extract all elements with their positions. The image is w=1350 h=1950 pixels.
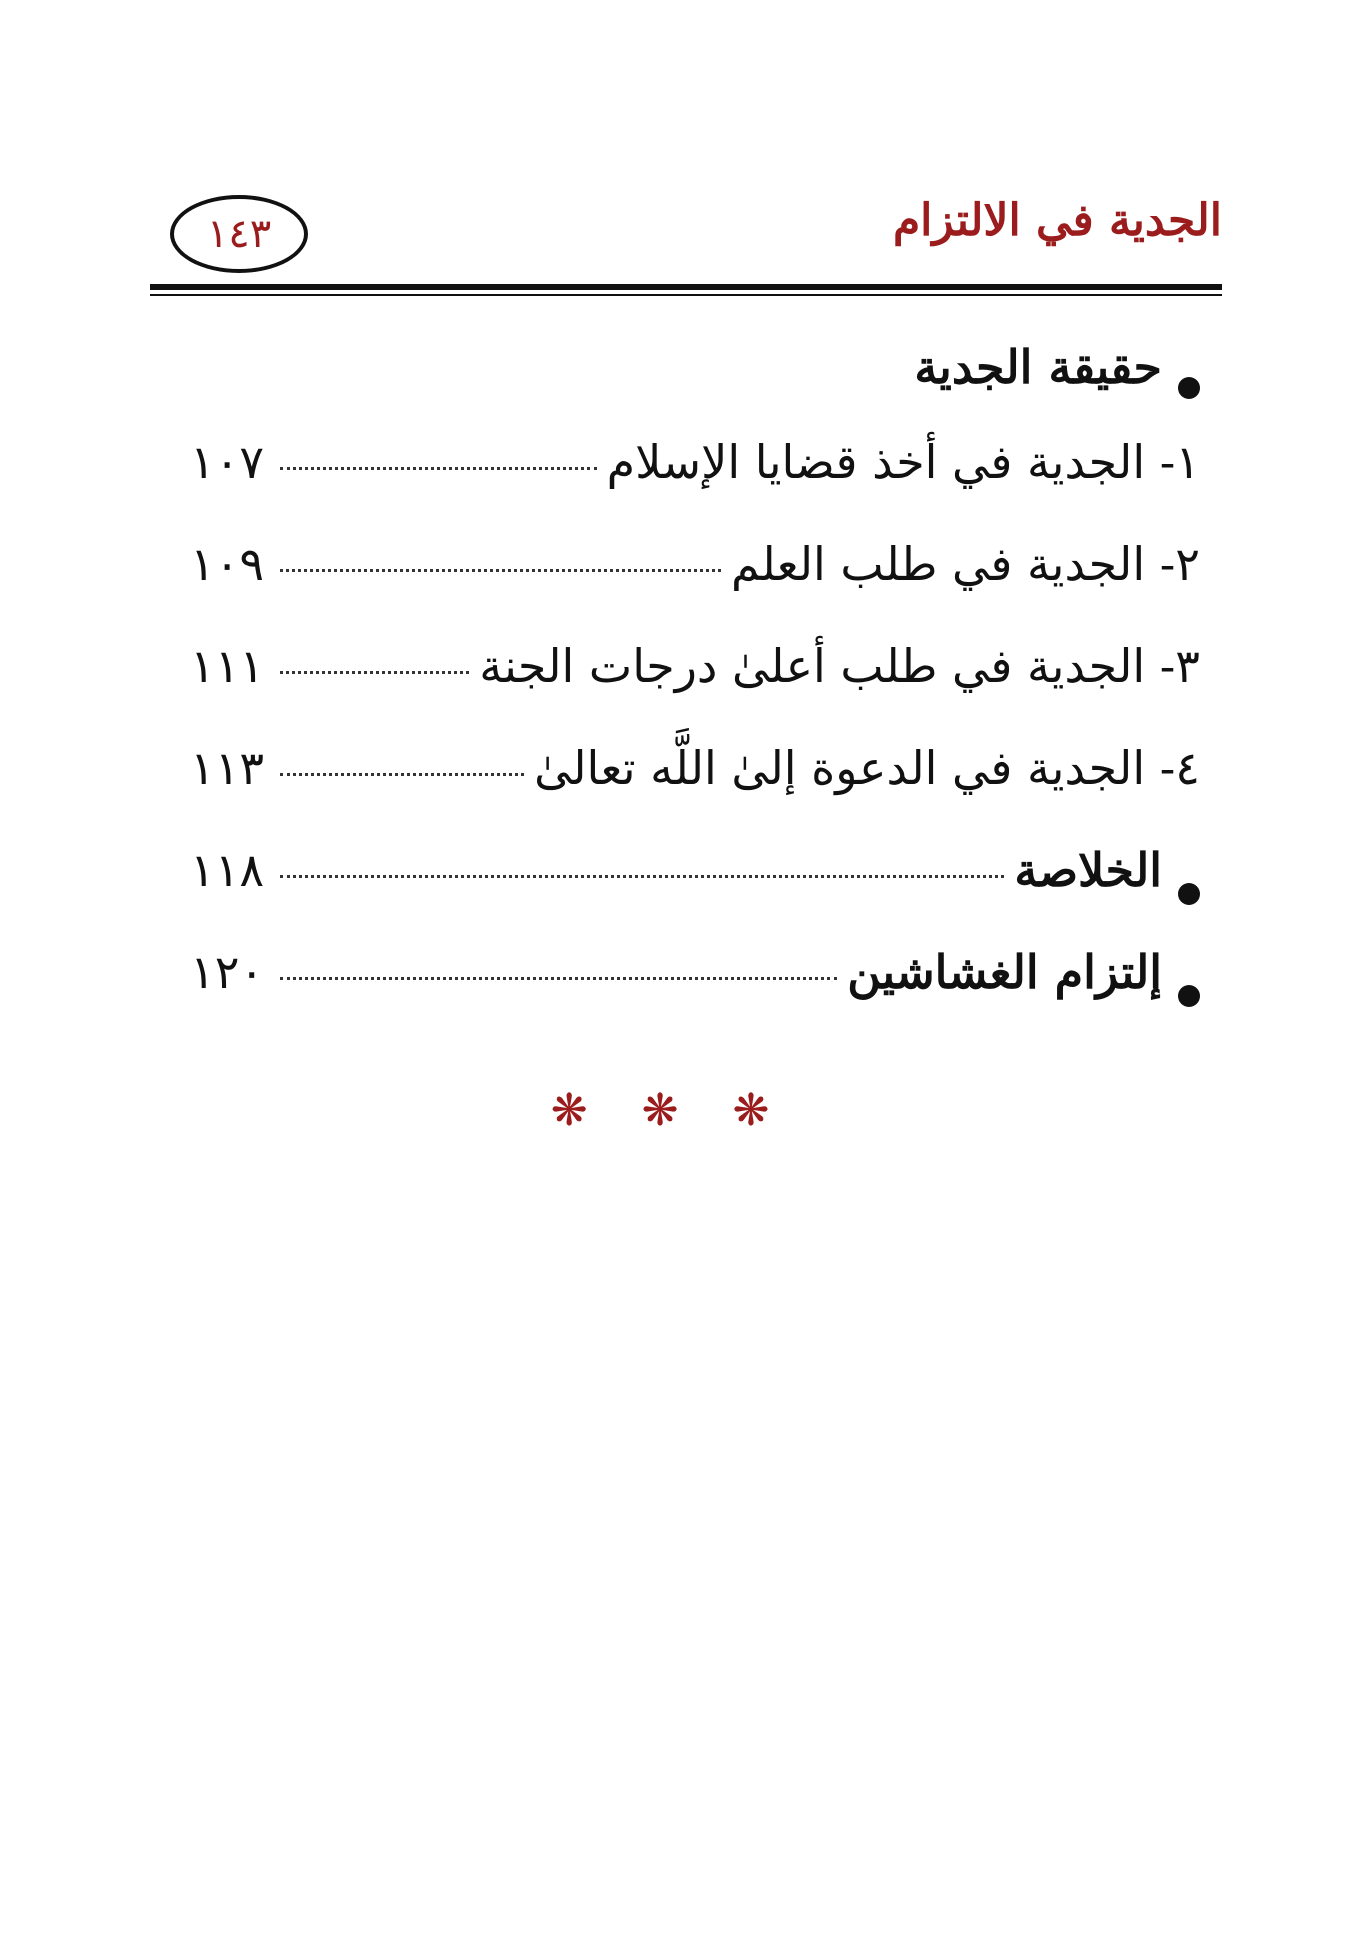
toc-bullet-entry [190,843,1200,945]
dot-leader [280,569,721,572]
toc-bullet-entry [190,945,1200,1047]
toc-entry-page: ١٠٧ [190,435,265,489]
page-number: ١٤٣ [170,195,308,273]
asterisk-flower-icon: ❋ [732,1085,800,1136]
toc-entry-page: ١١٨ [190,843,265,897]
toc-heading-title: حقيقة الجدية [914,340,1162,394]
toc-entry-title: إلتزام الغشاشين [847,945,1162,999]
running-title: الجدية في الالتزام [892,195,1222,246]
header-rule-thick [150,284,1222,290]
toc-section-heading [190,340,1200,435]
toc-entry-title: ٤- الجدية في الدعوة إلىٰ اللَّه تعالىٰ [534,741,1200,795]
toc-entry-title: ١- الجدية في أخذ قضايا الإسلام [606,435,1200,489]
dot-leader [280,875,1004,878]
dot-leader [280,977,837,980]
ornament-divider [0,1085,1350,1136]
toc-entry-title: الخلاصة [1014,843,1162,897]
page-header [150,185,1222,275]
toc-entry [190,537,1200,639]
dot-leader [280,671,469,674]
asterisk-flower-icon: ❋ [550,1085,618,1136]
bullet-icon [1178,377,1200,399]
dot-leader [280,467,597,470]
toc-entry-page: ١٠٩ [190,537,265,591]
dot-leader [280,773,524,776]
header-rule-thin [150,294,1222,296]
toc-entry [190,435,1200,537]
table-of-contents [190,340,1200,1047]
bullet-icon [1178,985,1200,1007]
toc-entry-page: ١١٣ [190,741,265,795]
toc-entry [190,741,1200,843]
toc-entry-title: ٢- الجدية في طلب العلم [730,537,1200,591]
toc-entry-page: ١١١ [190,639,265,693]
toc-entry [190,639,1200,741]
toc-entry-page: ١٢٠ [190,945,265,999]
toc-entry-title: ٣- الجدية في طلب أعلىٰ درجات الجنة [479,639,1200,693]
bullet-icon [1178,883,1200,905]
asterisk-flower-icon: ❋ [641,1085,709,1136]
